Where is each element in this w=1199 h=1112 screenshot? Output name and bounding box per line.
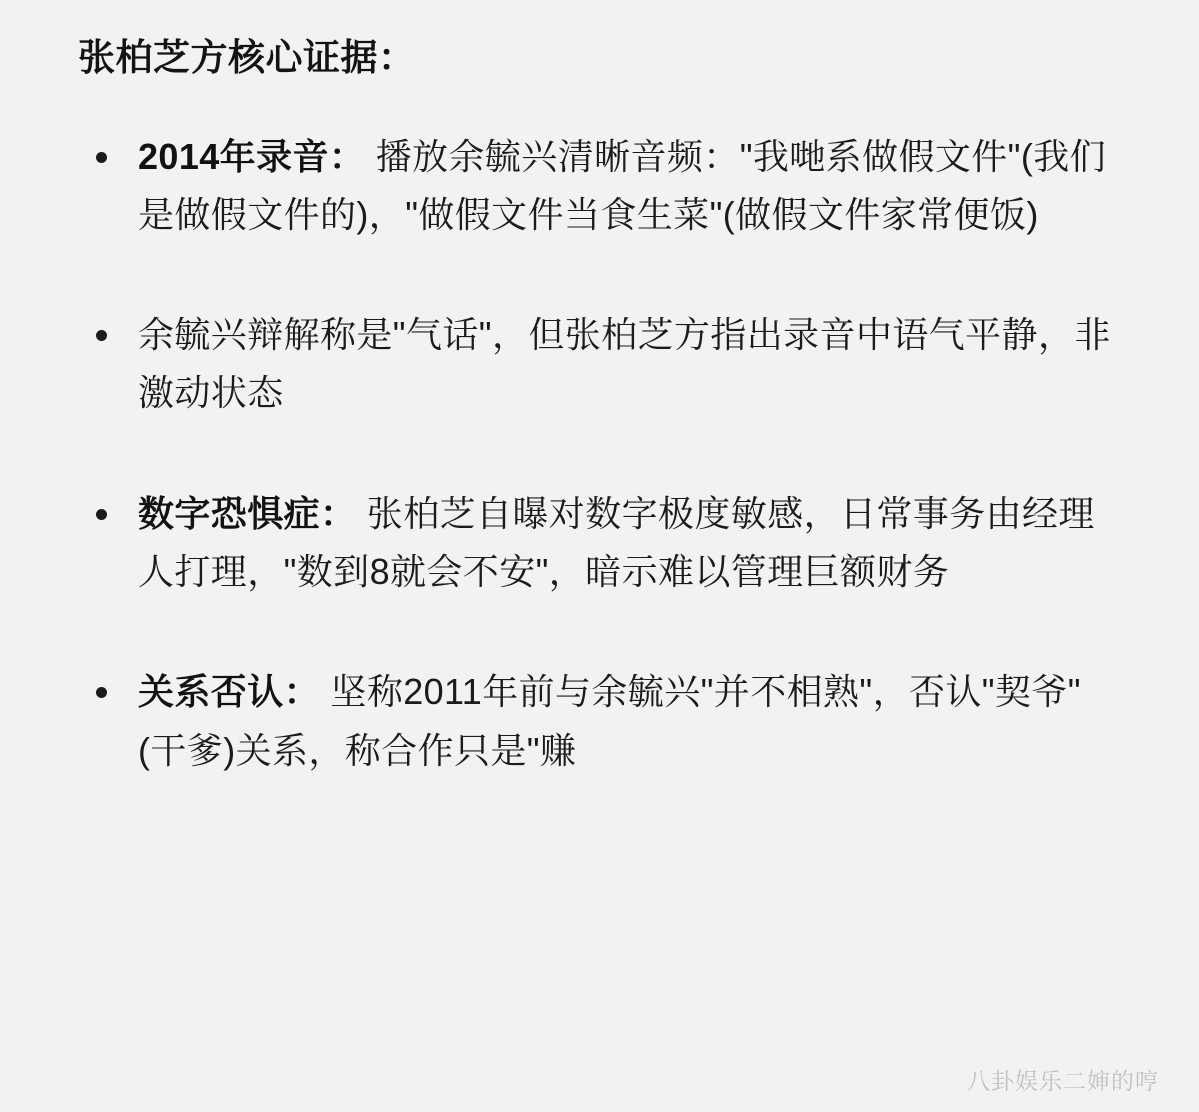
list-item-lead: 关系否认： — [138, 671, 321, 713]
list-item — [78, 128, 1127, 245]
list-item-text: 坚称2011年前与余毓兴"并不相熟"，否认"契爷"(干爹)关系，称合作只是"赚 — [138, 671, 1081, 771]
list-item — [78, 306, 1127, 423]
list-item — [78, 485, 1127, 602]
list-item-text: 播放余毓兴清晰音频："我哋系做假文件"(我们是做假文件的)，"做假文件当食生菜"(做假文件家常便饭) — [138, 135, 1107, 235]
page-title: 张柏芝方核心证据： — [78, 37, 416, 78]
list-item-lead: 数字恐惧症： — [138, 492, 357, 534]
bullet-dot-icon — [96, 687, 107, 698]
bullet-dot-icon — [96, 330, 107, 341]
list-item-text: 张柏芝自曝对数字极度敏感，日常事务由经理人打理，"数到8就会不安"，暗示难以管理巨额财务 — [138, 492, 1095, 593]
list-item-lead: 2014年录音： — [138, 135, 366, 177]
list-item-text: 余毓兴辩解称是"气话"，但张柏芝方指出录音中语气平静，非激动状态 — [138, 314, 1111, 414]
watermark: 八卦娱乐二婶的哼 — [967, 1068, 1159, 1094]
bullet-dot-icon — [96, 152, 107, 163]
list-item — [78, 663, 1127, 780]
bullet-dot-icon — [96, 509, 107, 520]
evidence-list — [78, 128, 1127, 781]
